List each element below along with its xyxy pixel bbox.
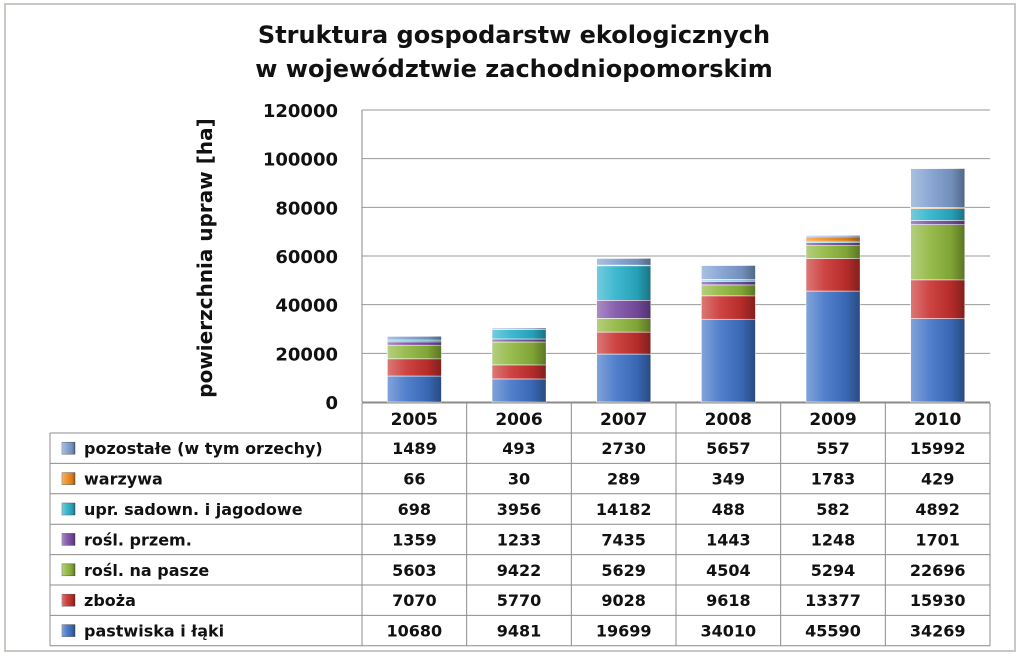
- data-label: 15992: [909, 439, 966, 459]
- legend-series-name: rośl. przem.: [84, 530, 192, 550]
- data-label: 289: [606, 469, 641, 489]
- data-label: 66: [403, 469, 426, 489]
- data-label: 4504: [706, 560, 751, 580]
- data-label: 14182: [595, 500, 652, 519]
- bar-segment-shade: [911, 209, 965, 221]
- bar-segment-shade: [492, 365, 546, 379]
- bar-segment-shade: [387, 359, 441, 376]
- legend-key-shade: [62, 442, 75, 454]
- bar-segment-shade: [387, 336, 441, 340]
- legend-series-name: zboża: [84, 591, 136, 611]
- data-label: 7070: [392, 591, 437, 611]
- legend-key-shade: [62, 625, 75, 637]
- data-label: 698: [397, 500, 432, 519]
- y-tick-label: 0: [325, 393, 338, 414]
- bar-segment-shade: [806, 243, 860, 246]
- bar-segment-shade: [806, 291, 860, 402]
- bar-segment-shade: [492, 379, 546, 402]
- data-label: 5294: [810, 560, 856, 580]
- bar-segment-shade: [387, 342, 441, 345]
- data-label: 1783: [810, 469, 856, 489]
- data-label: 1443: [706, 530, 751, 550]
- bar-segment-shade: [701, 285, 755, 296]
- legend-series-name: warzywa: [84, 469, 163, 489]
- category-label: 2010: [914, 410, 962, 430]
- bar-segment-shade: [701, 319, 755, 402]
- bar-segment-shade: [597, 332, 651, 354]
- bar-segment-shade: [701, 281, 755, 285]
- bar-segment-shade: [597, 266, 651, 301]
- bar-segment-shade: [911, 225, 965, 280]
- bar-segment-shade: [597, 318, 651, 332]
- data-label: 4892: [915, 500, 960, 519]
- bar-segment-shade: [911, 220, 965, 224]
- data-label: 45590: [805, 621, 861, 641]
- chart: [6, 5, 1014, 650]
- bar-segment-shade: [701, 296, 755, 319]
- bar-segment-shade: [597, 300, 651, 318]
- y-tick-label: 80000: [275, 198, 338, 220]
- data-label: 1233: [496, 530, 542, 550]
- category-label: 2005: [390, 410, 438, 430]
- data-label: 34269: [909, 621, 966, 641]
- y-tick-label: 40000: [275, 295, 338, 317]
- data-label: 30: [507, 469, 531, 489]
- data-label: 9481: [496, 621, 542, 641]
- category-label: 2008: [704, 410, 752, 430]
- category-label: 2009: [809, 410, 857, 430]
- legend-series-name: pozostałe (w tym orzechy): [84, 439, 323, 459]
- chart-title-line-2: w województwie zachodniopomorskim: [255, 55, 773, 83]
- data-label: 13377: [805, 591, 861, 611]
- bar-segment-shade: [911, 169, 965, 208]
- legend-key-shade: [62, 594, 75, 606]
- data-label: 557: [816, 439, 850, 459]
- legend-key-shade: [62, 473, 75, 485]
- data-label: 1701: [915, 530, 960, 550]
- y-tick-label: 100000: [262, 149, 338, 171]
- bar-segment-shade: [492, 342, 546, 365]
- bar-segment-shade: [492, 329, 546, 339]
- legend-key-shade: [62, 564, 75, 576]
- data-label: 10680: [386, 621, 443, 641]
- data-label: 5629: [601, 560, 646, 580]
- legend-key-shade: [62, 503, 75, 515]
- chart-title-line-1: Struktura gospodarstw ekologicznych: [257, 21, 771, 49]
- y-tick-label: 120000: [262, 101, 338, 122]
- data-label: 34010: [700, 621, 757, 641]
- data-label: 3956: [496, 500, 542, 519]
- legend-series-name: upr. sadown. i jagodowe: [84, 500, 303, 519]
- data-label: 1489: [392, 439, 437, 459]
- data-label: 349: [711, 469, 746, 489]
- bar-segment-shade: [387, 345, 441, 359]
- bar-segment-shade: [492, 328, 546, 329]
- data-label: 22696: [909, 560, 966, 580]
- category-label: 2007: [600, 410, 648, 430]
- data-label: 19699: [595, 621, 652, 641]
- legend-series-name: pastwiska i łąki: [84, 621, 225, 641]
- data-label: 9618: [706, 591, 751, 611]
- bar-segment-shade: [597, 258, 651, 265]
- data-label: 7435: [601, 530, 646, 550]
- bar-segment-shade: [806, 235, 860, 236]
- y-axis-label: powierzchnia upraw [ha]: [193, 118, 217, 398]
- data-label: 15930: [909, 591, 966, 611]
- data-label: 1248: [810, 530, 856, 550]
- data-label: 5657: [706, 439, 751, 459]
- y-tick-label: 60000: [275, 247, 338, 268]
- bar-segment-shade: [806, 246, 860, 259]
- bar-segment-shade: [387, 376, 441, 402]
- data-label: 582: [816, 500, 850, 519]
- bar-segment-shade: [911, 280, 965, 319]
- chart-frame: [4, 3, 1016, 652]
- bar-segment-shade: [806, 259, 860, 292]
- data-label: 488: [711, 500, 746, 519]
- data-label: 9028: [601, 591, 646, 611]
- data-label: 493: [502, 439, 536, 459]
- data-label: 5603: [392, 560, 437, 580]
- data-label: 2730: [601, 439, 646, 459]
- bar-segment-shade: [911, 319, 965, 402]
- data-label: 1359: [392, 530, 437, 550]
- bar-segment-shade: [701, 266, 755, 280]
- data-label: 429: [920, 469, 955, 489]
- legend-key-shade: [62, 533, 75, 545]
- data-label: 5770: [496, 591, 542, 611]
- data-label: 9422: [496, 560, 542, 580]
- legend-series-name: rośl. na pasze: [84, 560, 210, 580]
- bar-segment-shade: [806, 237, 860, 241]
- bar-segment-shade: [492, 339, 546, 342]
- bar-segment-shade: [597, 354, 651, 402]
- y-tick-label: 20000: [275, 344, 338, 366]
- category-label: 2006: [495, 410, 543, 430]
